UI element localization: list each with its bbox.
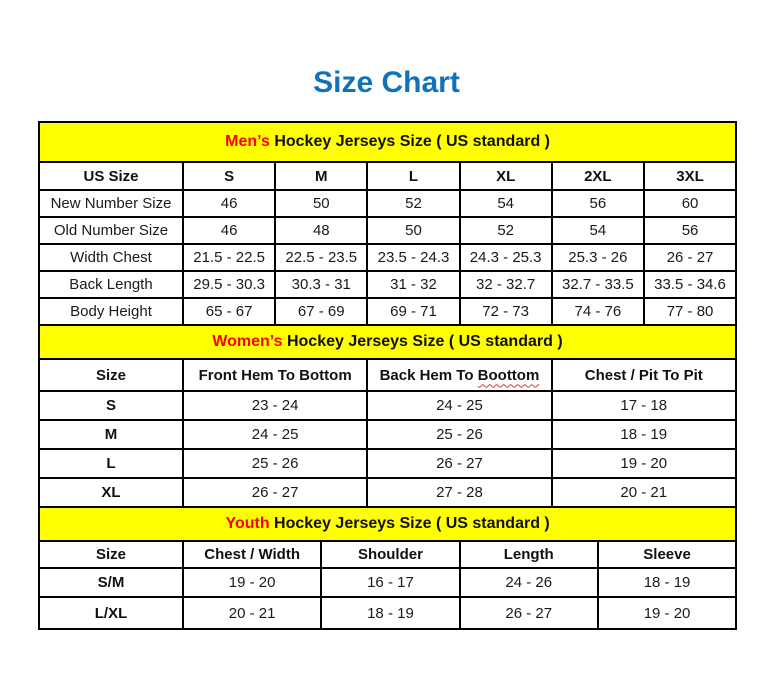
womens-size-table [38, 324, 737, 508]
cell: 18 - 19 [552, 420, 736, 449]
row-label: Width Chest [39, 244, 183, 271]
cell: 25 - 26 [183, 449, 367, 478]
mens-col-m: M [275, 162, 367, 190]
size-chart-page [38, 66, 735, 630]
mens-banner-rest: Hockey Jerseys Size ( US standard ) [269, 133, 550, 150]
cell: 25 - 26 [367, 420, 551, 449]
cell: 32.7 - 33.5 [552, 271, 644, 298]
table-row-womens-l [39, 449, 736, 478]
mens-col-3xl: 3XL [644, 162, 736, 190]
cell: 17 - 18 [552, 391, 736, 420]
size-label: L [39, 449, 183, 478]
cell: 50 [275, 190, 367, 217]
cell: 54 [460, 190, 552, 217]
table-row-body-height [39, 298, 736, 325]
table-row-width-chest [39, 244, 736, 271]
cell: 21.5 - 22.5 [183, 244, 275, 271]
cell: 29.5 - 30.3 [183, 271, 275, 298]
back-hem-misspelled-word: Boottom [477, 366, 540, 384]
page-title: Size Chart [313, 66, 460, 99]
womens-banner-highlight: Women’s [212, 333, 283, 350]
womens-col-front-hem: Front Hem To Bottom [183, 359, 367, 391]
cell: 24 - 25 [367, 391, 551, 420]
cell: 54 [552, 217, 644, 244]
youth-col-length: Length [460, 541, 598, 568]
cell: 25.3 - 26 [552, 244, 644, 271]
cell: 30.3 - 31 [275, 271, 367, 298]
cell: 26 - 27 [644, 244, 736, 271]
youth-banner-highlight: Youth [225, 515, 270, 532]
womens-banner [39, 325, 736, 359]
cell: 48 [275, 217, 367, 244]
womens-col-size: Size [39, 359, 183, 391]
cell: 50 [367, 217, 459, 244]
table-row-youth-sm [39, 568, 736, 597]
youth-size-table [38, 506, 737, 630]
cell: 69 - 71 [367, 298, 459, 325]
cell: 46 [183, 190, 275, 217]
youth-col-size: Size [39, 541, 183, 568]
mens-header-row [39, 162, 736, 190]
row-label: Old Number Size [39, 217, 183, 244]
size-label: S [39, 391, 183, 420]
mens-col-us-size: US Size [39, 162, 183, 190]
cell: 60 [644, 190, 736, 217]
table-row-back-length [39, 271, 736, 298]
youth-col-shoulder: Shoulder [321, 541, 459, 568]
cell: 24.3 - 25.3 [460, 244, 552, 271]
mens-banner-row [39, 122, 736, 162]
cell: 31 - 32 [367, 271, 459, 298]
table-row-womens-m [39, 420, 736, 449]
mens-col-xl: XL [460, 162, 552, 190]
mens-col-s: S [183, 162, 275, 190]
table-row-new-number-size [39, 190, 736, 217]
cell: 26 - 27 [367, 449, 551, 478]
cell: 16 - 17 [321, 568, 459, 597]
size-label: XL [39, 478, 183, 507]
cell: 20 - 21 [183, 597, 321, 629]
table-row-womens-s [39, 391, 736, 420]
cell: 19 - 20 [552, 449, 736, 478]
cell: 18 - 19 [598, 568, 736, 597]
youth-banner-row [39, 507, 736, 541]
cell: 32 - 32.7 [460, 271, 552, 298]
cell: 33.5 - 34.6 [644, 271, 736, 298]
row-label: New Number Size [39, 190, 183, 217]
womens-col-back-hem [367, 359, 551, 391]
womens-header-row [39, 359, 736, 391]
mens-col-l: L [367, 162, 459, 190]
cell: 46 [183, 217, 275, 244]
youth-col-sleeve: Sleeve [598, 541, 736, 568]
womens-col-chest: Chest / Pit To Pit [552, 359, 736, 391]
cell: 56 [644, 217, 736, 244]
row-label: Body Height [39, 298, 183, 325]
womens-banner-row [39, 325, 736, 359]
cell: 72 - 73 [460, 298, 552, 325]
cell: 77 - 80 [644, 298, 736, 325]
cell: 19 - 20 [183, 568, 321, 597]
table-row-womens-xl [39, 478, 736, 507]
table-row-old-number-size [39, 217, 736, 244]
cell: 67 - 69 [275, 298, 367, 325]
size-label: M [39, 420, 183, 449]
cell: 19 - 20 [598, 597, 736, 629]
cell: 20 - 21 [552, 478, 736, 507]
cell: 26 - 27 [183, 478, 367, 507]
youth-col-chest-width: Chest / Width [183, 541, 321, 568]
mens-col-2xl: 2XL [552, 162, 644, 190]
cell: 26 - 27 [460, 597, 598, 629]
cell: 56 [552, 190, 644, 217]
cell: 23.5 - 24.3 [367, 244, 459, 271]
mens-size-table [38, 121, 737, 326]
row-label: Back Length [39, 271, 183, 298]
youth-header-row [39, 541, 736, 568]
mens-banner-highlight: Men’s [225, 133, 270, 150]
youth-banner-rest: Hockey Jerseys Size ( US standard ) [269, 515, 550, 532]
cell: 52 [367, 190, 459, 217]
youth-banner [39, 507, 736, 541]
table-row-youth-lxl [39, 597, 736, 629]
cell: 74 - 76 [552, 298, 644, 325]
cell: 65 - 67 [183, 298, 275, 325]
mens-banner [39, 122, 736, 162]
cell: 18 - 19 [321, 597, 459, 629]
back-hem-prefix: Back Hem To [379, 366, 478, 384]
cell: 27 - 28 [367, 478, 551, 507]
womens-banner-rest: Hockey Jerseys Size ( US standard ) [282, 333, 563, 350]
cell: 24 - 25 [183, 420, 367, 449]
size-label: S/M [39, 568, 183, 597]
cell: 22.5 - 23.5 [275, 244, 367, 271]
size-label: L/XL [39, 597, 183, 629]
cell: 23 - 24 [183, 391, 367, 420]
cell: 24 - 26 [460, 568, 598, 597]
cell: 52 [460, 217, 552, 244]
